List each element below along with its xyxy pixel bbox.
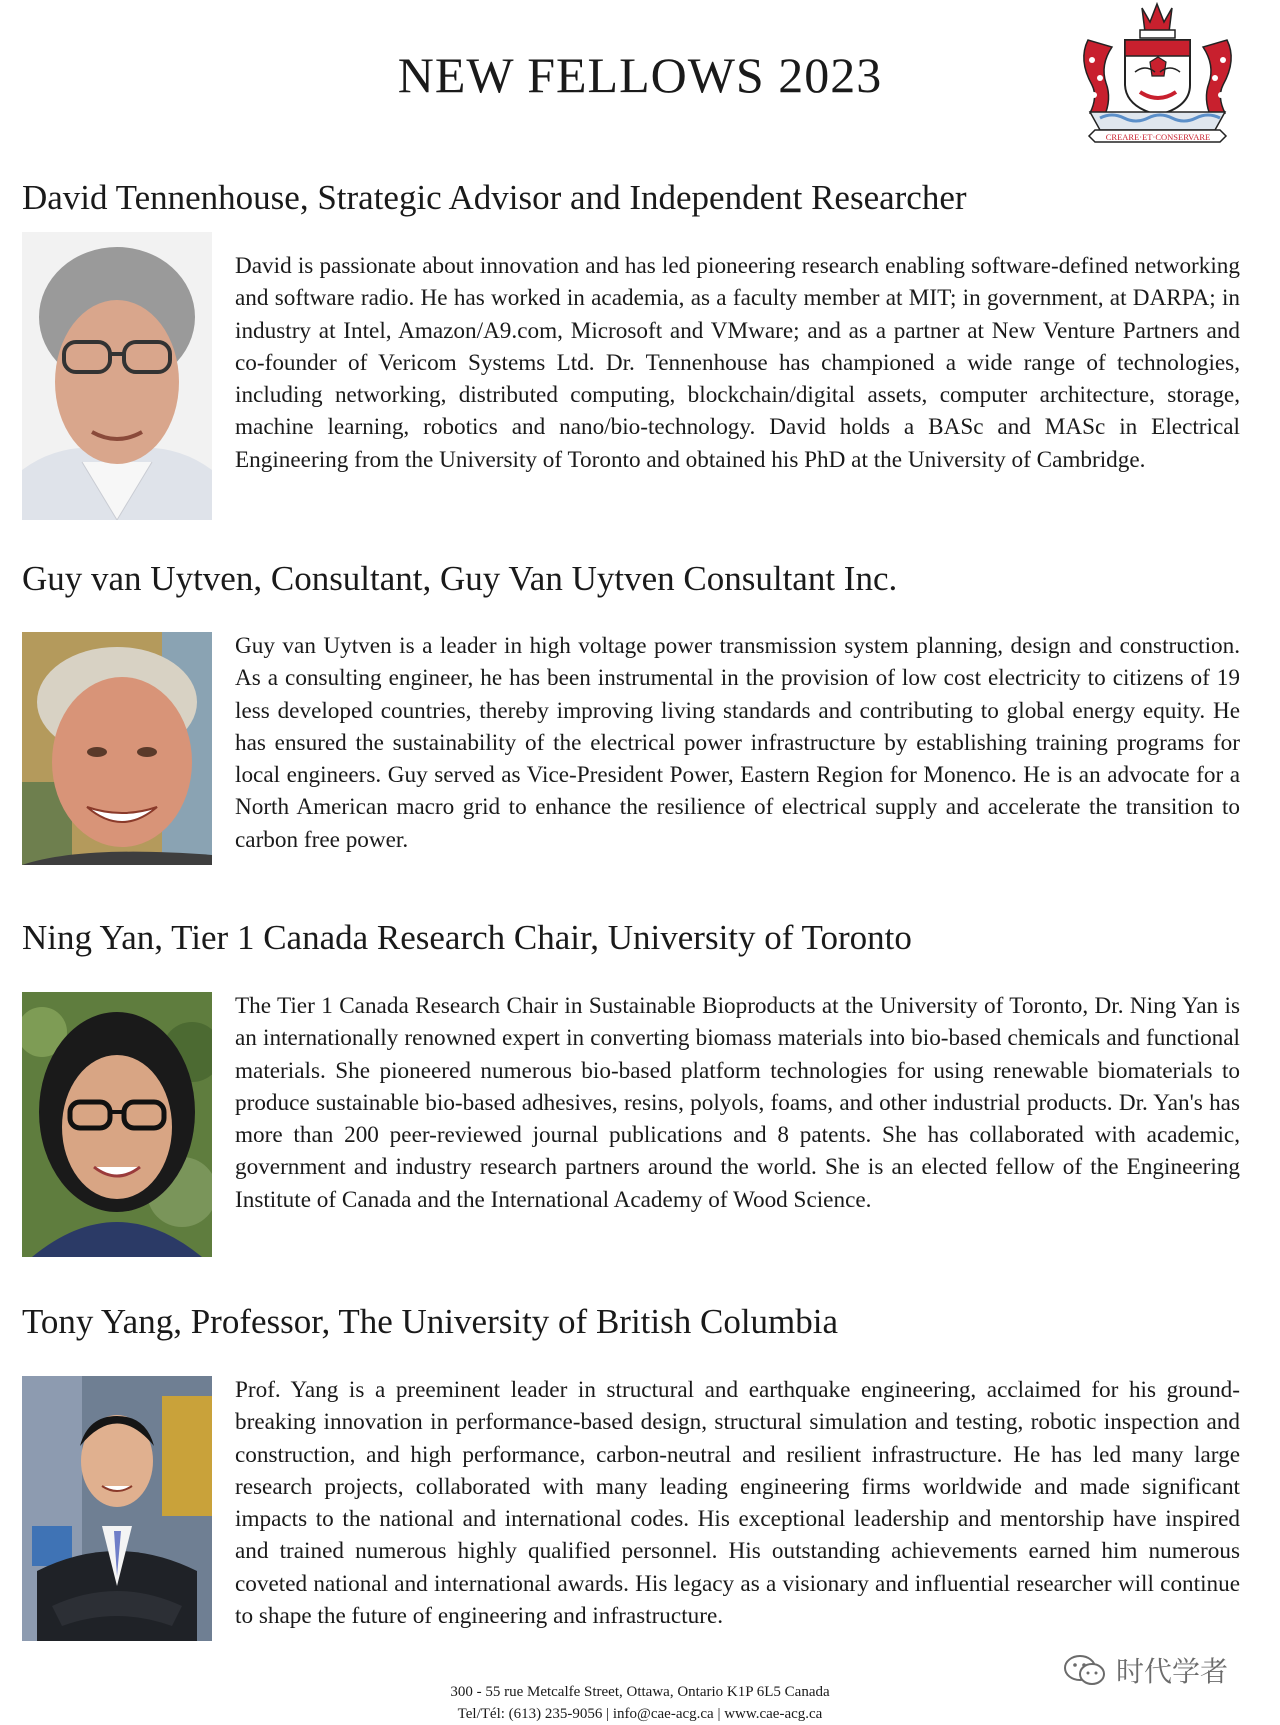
fellow-photo-1 xyxy=(22,232,212,520)
fellow-bio-3: The Tier 1 Canada Research Chair in Sustainable Bioproducts at the University of Toronto, Dr. Ning Yan is an internationally renowned expert in converting biomass materials into bio-based chemicals and functional materials. She pioneered numerous bio-based platform technologies for using renewable biomaterials to produce sustainable bio-based adhesives, resins, polyols, foams, and other industrial products. Dr. Yan's has more than 200 peer-reviewed journal publications and 8 patents. She has collaborated with academic, government and industry research partners around the world. She is an elected fellow of the Engineering Institute of Canada and the International Academy of Wood Science. xyxy=(235,993,1240,1213)
fellow-name-1: David Tennenhouse, Strategic Advisor and Independent Researcher xyxy=(22,178,967,217)
footer-contact: Tel/Tél: (613) 235-9056 | info@cae-acg.ca | www.cae-acg.ca xyxy=(457,1706,823,1722)
fellow-photo-2 xyxy=(22,632,212,865)
fellow-bio-4: Prof. Yang is a preeminent leader in structural and earthquake engineering, acclaimed for his ground-breaking innovation in performance-based design, structural simulation and testing, robotic inspection and construction, and high performance, carbon-neutral and resilient infrastructure. He has led many large research projects, collaborated with many leading engineering firms worldwide and made significant impacts to the national and international codes. His exceptional leadership and mentorship have inspired and trained numerous highly qualified personnel. His outstanding achievements earned him numerous coveted national and international awards. His legacy as a visionary and influential researcher will continue to shape the future of engineering and infrastructure. xyxy=(235,1377,1240,1630)
crest-logo xyxy=(1070,0,1245,150)
fellow-name-4: Tony Yang, Professor, The University of British Columbia xyxy=(22,1302,839,1341)
fellow-bio-2: Guy van Uytven is a leader in high voltage power transmission system planning, design and construction. As a consulting engineer, he has been instrumental in the provision of low cost electricity to citizens of 19 less developed countries, thereby improving living standards and contributing to global energy equity. He has ensured the sustainability of the electrical power infrastructure by establishing training programs for local engineers. Guy served as Vice-President Power, Eastern Region for Monenco. He is an advocate for a North American macro grid to enhance the resilience of electrical supply and accelerate the transition to carbon free power. xyxy=(235,633,1240,853)
fellow-bio-1: David is passionate about innovation and has led pioneering research enabling software-defined networking and software radio. He has worked in academia, as a faculty member at MIT; in government, at DARPA; in industry at Intel, Amazon/A9.com, Microsoft and VMware; and as a partner at New Venture Partners and co-founder of Vericom Systems Ltd. Dr. Tennenhouse has championed a wide range of technologies, including networking, distributed computing, blockchain/digital assets, computer architecture, storage, machine learning, robotics and nano/bio-technology. David holds a BASc and MASc in Electrical Engineering from the University of Toronto and obtained his PhD at the University of Cambridge. xyxy=(235,253,1240,473)
fellow-photo-4 xyxy=(22,1376,212,1641)
fellow-name-2: Guy van Uytven, Consultant, Guy Van Uytven Consultant Inc. xyxy=(22,559,898,598)
fellow-photo-3 xyxy=(22,992,212,1257)
fellow-name-3: Ning Yan, Tier 1 Canada Research Chair, University of Toronto xyxy=(22,918,912,957)
watermark xyxy=(1062,1652,1228,1688)
crest-motto: CREARE·ET·CONSERVARE xyxy=(1105,132,1211,142)
wechat-icon xyxy=(1062,1653,1108,1687)
watermark-text: 时代学者 xyxy=(1116,1655,1229,1688)
footer-address: 300 - 55 rue Metcalfe Street, Ottawa, Ontario K1P 6L5 Canada xyxy=(450,1684,830,1700)
page-title: NEW FELLOWS 2023 xyxy=(397,47,883,103)
